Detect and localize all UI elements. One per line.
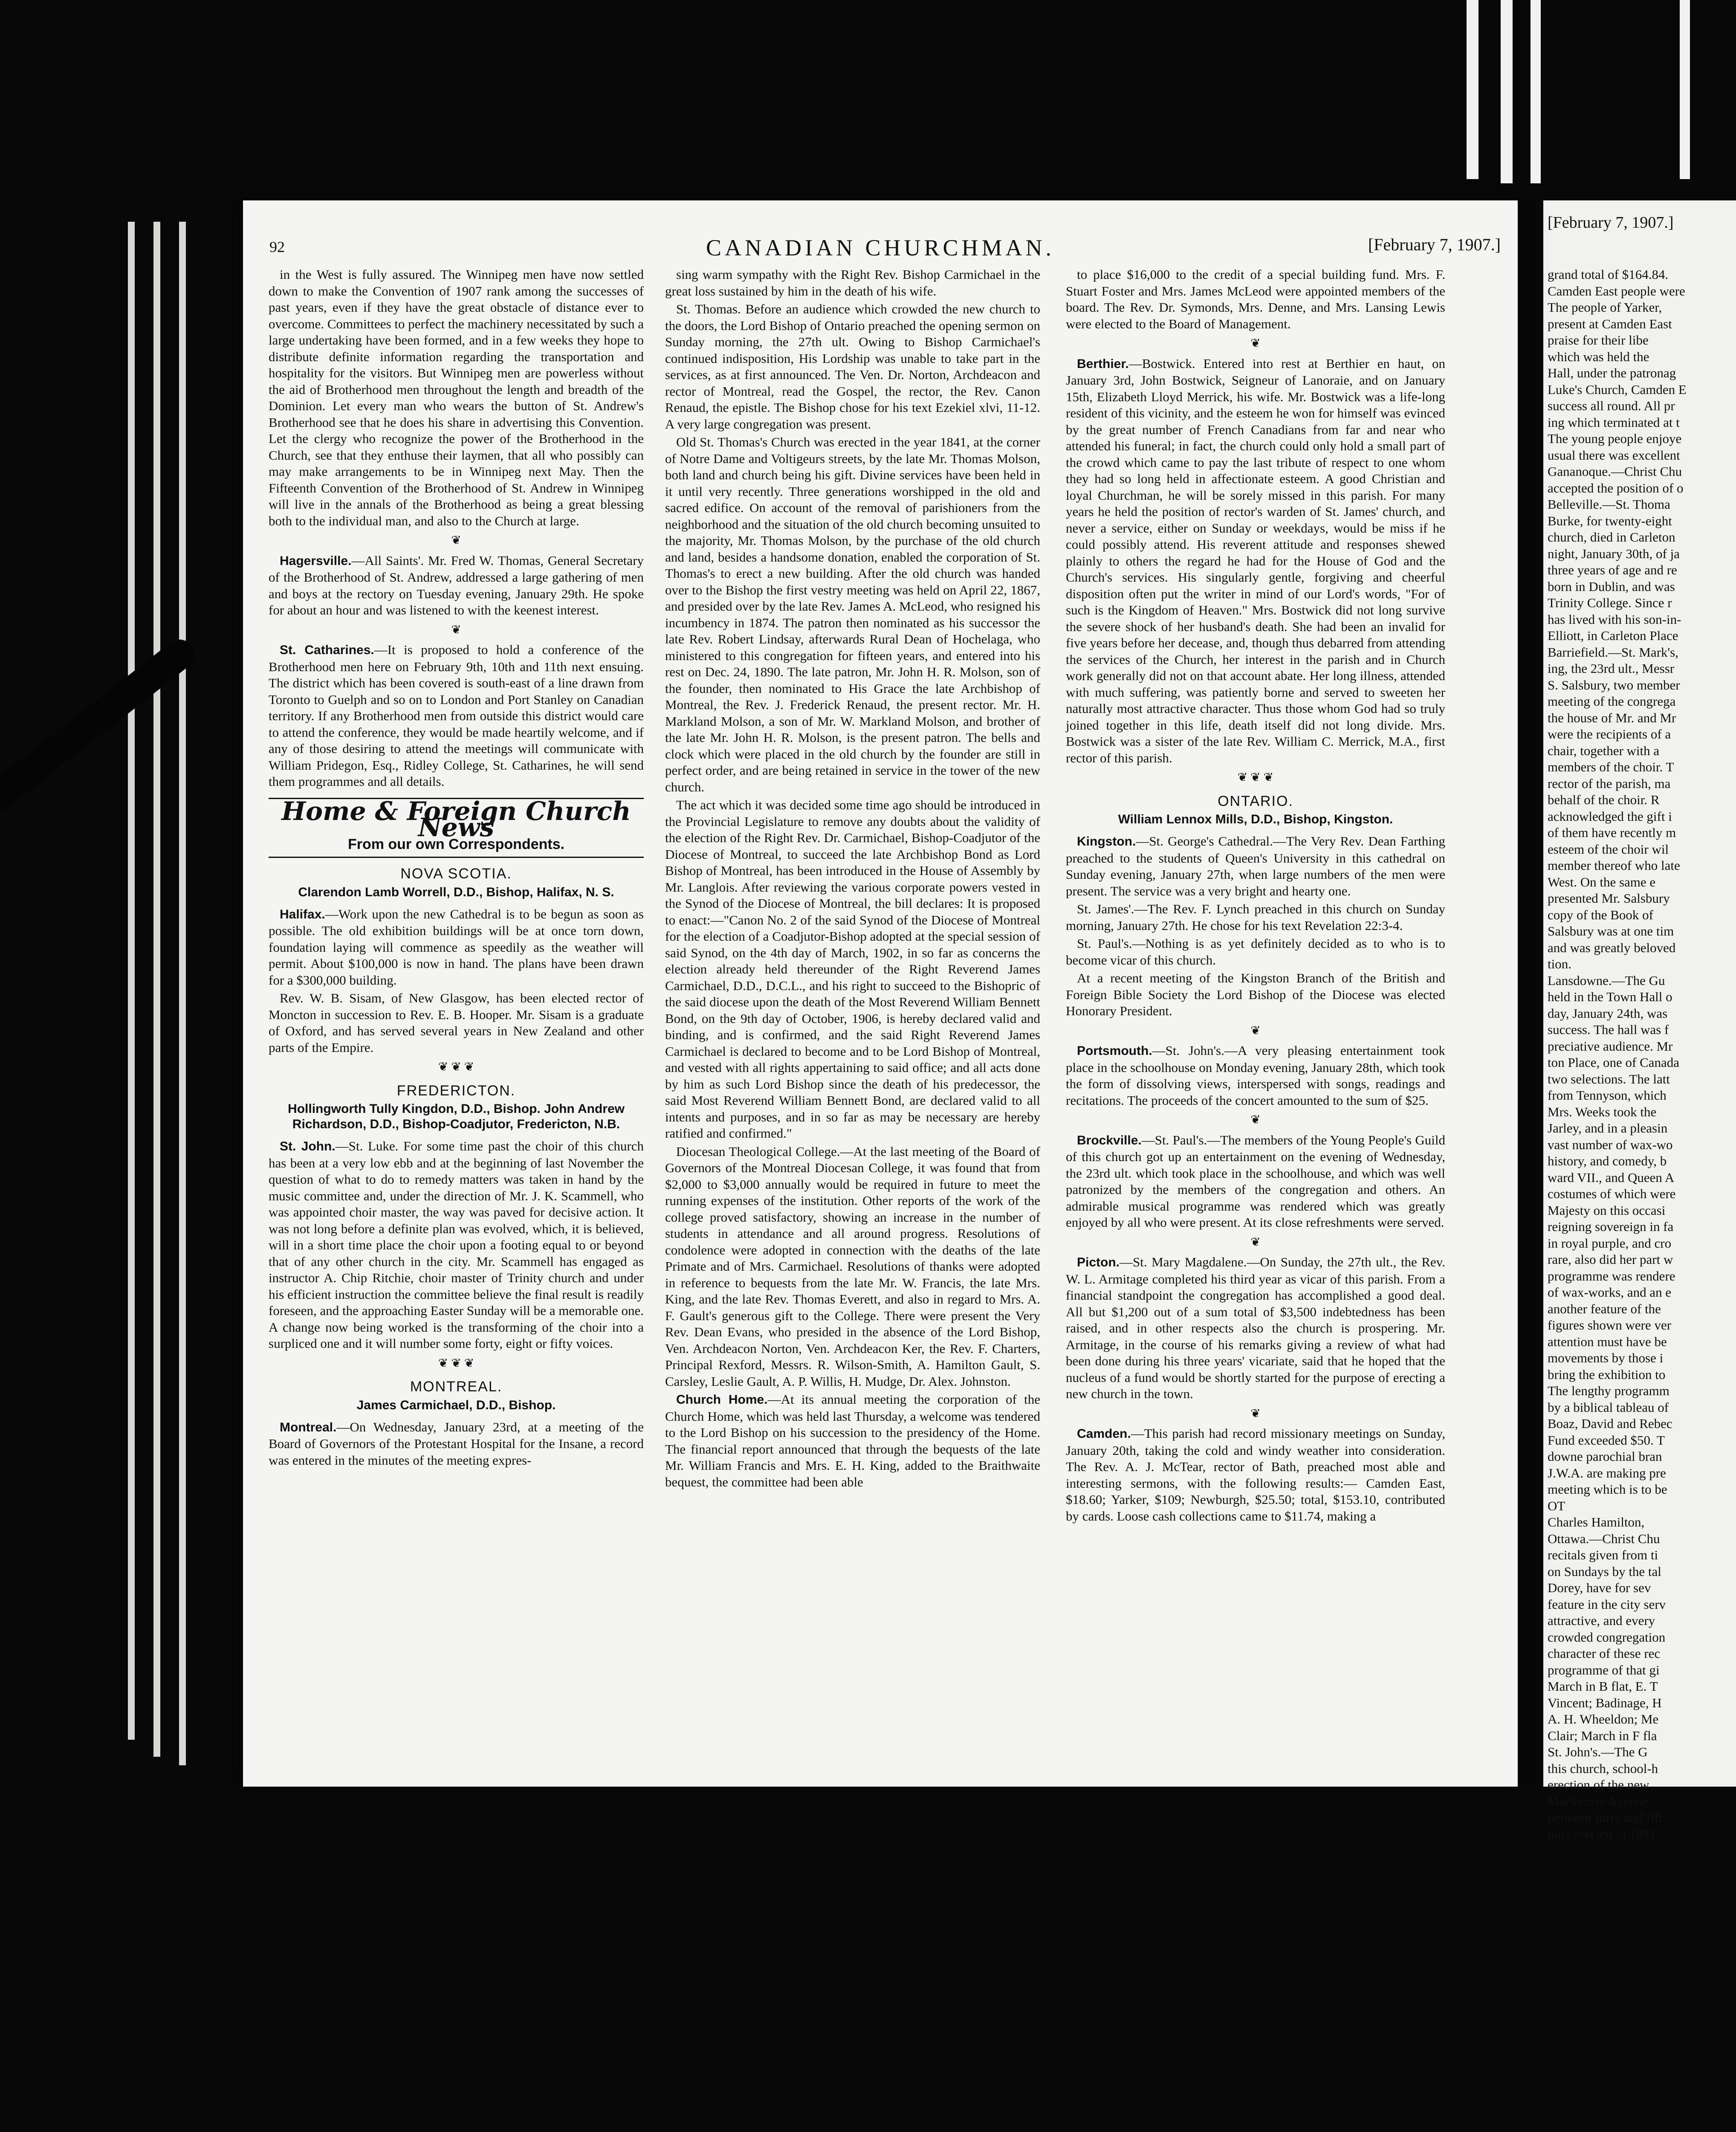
church-home-text: —At its annual meeting the corporation of the Church Home, which was held last Thursday, a welcome was tendered to the Lord Bishop on his succession to the presidency of the Home. The financial report announced that through the bequests of the late Mr. William Francis and Mrs. E. H. King, added to the Braithwaite bequest, the committee had been able bbox=[665, 1392, 1040, 1489]
adjacent-page-line: character of these rec bbox=[1548, 1646, 1661, 1661]
kingston-item-4: At a recent meeting of the Kingston Branch of the British and Foreign Bible Society the Lord Bishop of the Diocese was elected Honorary President. bbox=[1066, 970, 1445, 1018]
adjacent-page-line: has lived with his son-in- bbox=[1548, 611, 1681, 627]
adjacent-page-line: church, died in Carleton bbox=[1548, 530, 1675, 545]
bishop-nova-scotia: Clarendon Lamb Worrell, D.D., Bishop, Halifax, N. S. bbox=[298, 885, 614, 899]
diocese-ontario: ONTARIO. bbox=[1218, 793, 1293, 809]
adjacent-page-line: meeting of the congrega bbox=[1548, 694, 1676, 709]
portsmouth-item bbox=[1066, 1043, 1445, 1109]
brockville-item bbox=[1066, 1132, 1445, 1231]
adjacent-page-line: usual there was excellent bbox=[1548, 447, 1680, 463]
binding-stripe-4 bbox=[1680, 0, 1690, 179]
stcath-text: —It is proposed to hold a conference of the Brotherhood men here on February 9th, 10th and 11th next ensuing. The district which has been covered is south-east of a line drawn from Toronto to Guelph and so on to London and Port Stanley on Canadian territory. If any Brotherhood men from outside this district would care to attend the conference, they would be made heartily welcome, and if any of those desiring to attend the meetings will communicate with William Pridegon, Esq., Ridley College, St. Catharines, he will send them programmes and all details. bbox=[269, 642, 644, 789]
church-home-heading: Church Home. bbox=[676, 1393, 768, 1407]
adjacent-page-line: Charles Hamilton, bbox=[1548, 1515, 1645, 1529]
adjacent-page-line: Luke's Church, Camden E bbox=[1548, 382, 1687, 397]
adjacent-page-line: ward VII., and Queen A bbox=[1548, 1170, 1675, 1185]
hagersville-heading: Hagersville. bbox=[280, 553, 352, 568]
adjacent-page-line: ing, the 23rd ult., Messr bbox=[1548, 661, 1675, 676]
adjacent-page-line: only erected in 1891. bbox=[1548, 1826, 1659, 1842]
kingston-item-3: St. Paul's.—Nothing is as yet definitely decided as to who is to become vicar of this church. bbox=[1066, 936, 1445, 968]
adjacent-page-line: between forty and fift bbox=[1548, 1810, 1663, 1825]
adjacent-page-line: Dorey, have for sev bbox=[1548, 1580, 1651, 1595]
adjacent-page-line: tion. bbox=[1548, 956, 1571, 971]
adjacent-page-line: J.W.A. are making pre bbox=[1548, 1465, 1666, 1480]
column-1 bbox=[269, 266, 644, 1470]
hagersville-item bbox=[269, 553, 644, 619]
adjacent-page-line: Vincent; Badinage, H bbox=[1548, 1695, 1662, 1710]
adjacent-page-line: this church, school-h bbox=[1548, 1761, 1658, 1776]
binding-stripe-1 bbox=[1467, 0, 1478, 179]
camden-item bbox=[1066, 1425, 1445, 1524]
adjacent-page-line: the house of Mr. and Mr bbox=[1548, 710, 1676, 725]
adjacent-page-line: success. The hall was f bbox=[1548, 1022, 1669, 1037]
ornament-divider: ❦ bbox=[1250, 1235, 1261, 1249]
adjacent-page-line: born in Dublin, and was bbox=[1548, 579, 1675, 594]
adjacent-page-line: West. On the same e bbox=[1548, 874, 1656, 889]
section-banner bbox=[269, 798, 644, 858]
adjacent-page-line: The lengthy programm bbox=[1548, 1383, 1669, 1398]
col2-paragraph-4: The act which it was decided some time ago should be introduced in the Provincial Legislature to remove any doubts about the validity of the election of the Right Rev. Dr. Carmichael, Bishop-Coadjutor of the Diocese of Montreal, to succeed the late Archbishop Bond as Lord Bishop of Montreal, has been introduced in the House of Assembly by Mr. Langlois. After reviewing the various corporate powers vested in the Synod of the Diocese of Montreal, the bill declares: It is proposed to enact:—"Canon No. 2 of the said Synod of the Diocese of Montreal for the election of a Coadjutor-Bishop adopted at the special session of said Synod, on the 4th day of March, 1902, in so far as concerns the election already held thereunder of the Right Reverend James Carmichael, D.D., D.C.L., and his right to succeed to the Bishopric of the said diocese upon the death of the Most Reverend William Bennett Bond, on the 9th day of October, 1906, is hereby declared valid and binding, and is confirmed, and the said Right Reverend James Carmichael is declared to become and to be Lord Bishop of Montreal, and vested with all rights appertaining to said office; and all acts done by him as such Lord Bishop since the death of his predecessor, the said Most Reverend William Bennett Bond, are declared valid to all intents and purposes, and in so far as may be necessary are hereby ratified and confirmed." bbox=[665, 797, 1040, 1141]
hagersville-text: —All Saints'. Mr. Fred W. Thomas, General Secretary of the Brotherhood of St. Andrew, addressed a large gathering of men and boys at the rectory on Tuesday evening, January 29th. He spoke for about an hour and was listened to with the keenest interest. bbox=[269, 553, 644, 617]
adjacent-page-line: reigning sovereign in fa bbox=[1548, 1219, 1674, 1234]
berthier-heading: Berthier. bbox=[1077, 356, 1129, 371]
brockville-text: —St. Paul's.—The members of the Young People's Guild of this church got up an entertainment on the evening of Wednesday, the 23rd ult. which took place in the schoolhouse, and which was well patronized by the members of the congregation and others. An admirable musical programme was rendered which was greatly enjoyed by all who were present. At its close refreshments were served. bbox=[1066, 1132, 1445, 1230]
adjacent-page-line: St. John's.—The G bbox=[1548, 1744, 1648, 1759]
banner-subtitle: From our own Correspondents. bbox=[347, 836, 565, 852]
adjacent-page-line: Jarley, and in a pleasin bbox=[1548, 1121, 1668, 1136]
adjacent-page-line: March in B flat, E. T bbox=[1548, 1679, 1658, 1694]
diocese-fredericton: FREDERICTON. bbox=[396, 1082, 516, 1099]
adjacent-page-line: three years of age and re bbox=[1548, 562, 1677, 577]
kingston-heading: Kingston. bbox=[1077, 834, 1136, 849]
adjacent-page-line: crowded congregation bbox=[1548, 1629, 1666, 1645]
adjacent-page-line: downe parochial bran bbox=[1548, 1449, 1662, 1464]
adjacent-page-line: Ottawa.—Christ Chu bbox=[1548, 1531, 1660, 1546]
adjacent-page-line: movements by those i bbox=[1548, 1350, 1664, 1365]
adjacent-page-line: Barriefield.—St. Mark's, bbox=[1548, 644, 1678, 660]
picton-heading: Picton. bbox=[1077, 1255, 1120, 1269]
adjacent-page-line: history, and comedy, b bbox=[1548, 1153, 1667, 1168]
adjacent-page bbox=[1543, 200, 1736, 1842]
halifax-item bbox=[269, 906, 644, 989]
adjacent-page-line: Belleville.—St. Thoma bbox=[1548, 497, 1670, 512]
adjacent-page-line: OT bbox=[1548, 1498, 1565, 1513]
adjacent-page-line: ton Place, one of Canada bbox=[1548, 1055, 1680, 1070]
adjacent-page-line: meeting which is to be bbox=[1548, 1482, 1667, 1497]
adjacent-page-line: rare, also did her part w bbox=[1548, 1252, 1673, 1267]
bishop-montreal: James Carmichael, D.D., Bishop. bbox=[356, 1398, 556, 1412]
adjacent-page-line: programme was rendere bbox=[1548, 1268, 1675, 1283]
bishop-fredericton: Hollingworth Tully Kingdon, D.D., Bishop. John Andrew Richardson, D.D., Bishop-Coadjutor, Fredericton, N.B. bbox=[288, 1102, 625, 1131]
adjacent-page-line: copy of the Book of bbox=[1548, 907, 1653, 922]
col2-paragraph-5: Diocesan Theological College.—At the last meeting of the Board of Governors of the Montreal Diocesan College, it was found that from $2,000 to $3,000 annually would be required in future to meet the running expenses of the institution. Other reports of the work of the college proved satisfactory, showing an increase in the number of students in attendance and all around progress. Resolutions of condolence were adopted in connection with the deaths of the late Primate and of Mrs. Carmichael. Resolutions of thanks were adopted in reference to bequests from the late Mr. W. Francis, the late Mrs. King, and the late Rev. Thomas Everett, and also in regard to Mrs. A. F. Gault's generous gift to the College. There were present the Very Rev. Dean Evans, who presided in the absence of the Lord Bishop, Ven. Archdeacon Norton, Ven. Archdeacon Ker, the Rev. F. Charters, Principal Rexford, Messrs. R. Wilson-Smith, A. Hamilton Gault, S. Carsley, Leslie Gault, A. P. Willis, H. Mudge, Dr. Alex. Johnston. bbox=[665, 1144, 1040, 1389]
newspaper-page bbox=[243, 200, 1518, 1787]
adjacent-page-line: Salsbury was at one tim bbox=[1548, 924, 1674, 939]
kingston-item-2: St. James'.—The Rev. F. Lynch preached in this church on Sunday morning, January 27th. He chose for his text Revelation 22:3-4. bbox=[1066, 901, 1445, 933]
adjacent-page-line: programme of that gi bbox=[1548, 1662, 1660, 1677]
adjacent-page-column bbox=[1548, 266, 1727, 1842]
adjacent-page-line: Gananoque.—Christ Chu bbox=[1548, 464, 1682, 479]
kingston-item bbox=[1066, 833, 1445, 899]
stcath-heading: St. Catharines. bbox=[280, 643, 374, 657]
adjacent-page-line: costumes of which were bbox=[1548, 1186, 1676, 1201]
adjacent-page-line: accepted the position of o bbox=[1548, 480, 1684, 495]
adjacent-page-line: and was greatly beloved bbox=[1548, 940, 1676, 955]
adjacent-page-line: ing which terminated at t bbox=[1548, 414, 1680, 430]
adjacent-page-line: bring the exhibition to bbox=[1548, 1367, 1666, 1382]
stjohn-text: —St. Luke. For some time past the choir of this church has been at a very low ebb and at the beginning of last November the question of what to do to remedy matters was taken in hand by the music committee and, under the direction of Mr. J. K. Scammell, who was appointed choir master, the way was paved for decisive action. It was not long before a definite plan was evolved, which, it is believed, will in a short time place the choir upon a footing equal to or beyond that of any other church in the city. Mr. Scammell has engaged as instructor A. Chip Ritchie, choir master of Trinity church and under his efficient instruction the committee believe the final result is readily foreseen, and the approaching Easter Sunday will be a memorable one. A change now being worked is the transforming of the choir into a surpliced one and it will number some forty, eight or fifty voices. bbox=[269, 1138, 644, 1351]
adjacent-page-line: acknowledged the gift i bbox=[1548, 808, 1672, 824]
adjacent-page-line: chair, together with a bbox=[1548, 743, 1660, 758]
brockville-heading: Brockville. bbox=[1077, 1133, 1142, 1147]
adjacent-page-line: vast number of wax-wo bbox=[1548, 1137, 1673, 1152]
binding-stripe-2 bbox=[1501, 0, 1513, 183]
intro-paragraph: in the West is fully assured. The Winnipeg men have now settled down to make the Convention of 1907 rank among the successes of past years, even if they have the great obstacle of distance ever to overcome. Committees to perfect the machinery necessitated by such a large undertaking have been formed, and in a few weeks they hope to distribute definite information regarding the transportation and hospitality for the visitors. But Winnipeg men are powerless without the aid of Brotherhood men throughout the length and breadth of the Dominion. Let every man who wears the button of St. Andrew's Brotherhood see that he does his share in advertising this Convention. Let the clergy who recognize the power of the Brotherhood in the Church, see that they enthuse their laymen, that all who possibly can may make arrangements to be in Winnipeg next May. Then the Fifteenth Convention of the Brotherhood of St. Andrew in Winnipeg will live in the annals of the Brotherhood as being a great blessing both to the individual man, and also to the Church at large. bbox=[269, 267, 644, 528]
adjacent-page-line: Hall, under the patronag bbox=[1548, 365, 1676, 380]
adjacent-page-line: Trinity College. Since r bbox=[1548, 595, 1672, 610]
adjacent-page-line: Lansdowne.—The Gu bbox=[1548, 973, 1665, 988]
picton-item bbox=[1066, 1254, 1445, 1402]
adjacent-page-line: Camden East people were bbox=[1548, 283, 1685, 298]
adjacent-page-line: recitals given from ti bbox=[1548, 1547, 1658, 1562]
bishop-ontario: William Lennox Mills, D.D., Bishop, Kingston. bbox=[1118, 812, 1393, 826]
halifax-item-2: Rev. W. B. Sisam, of New Glasgow, has been elected rector of Moncton in succession to Rev. E. B. Hooper. Mr. Sisam is a graduate of Oxford, and has served several years in New Zealand and other parts of the Empire. bbox=[269, 991, 644, 1055]
col2-paragraph-2: St. Thomas. Before an audience which crowded the new church to the doors, the Lord Bishop of Ontario preached the opening sermon on Sunday morning, the 27th ult. Owing to Bishop Carmichael's continued indisposition, His Lordship was unable to take part in the services, as at first announced. The Ven. Dr. Norton, Archdeacon and rector of Montreal, read the Gospel, the rector, the Rev. Canon Renaud, the epistle. The Bishop chose for his text Ezekiel xlvi, 11-12. A very large congregation was present. bbox=[665, 301, 1040, 432]
adjacent-page-line: behalf of the choir. R bbox=[1548, 792, 1660, 807]
masthead: CANADIAN CHURCHMAN. bbox=[706, 235, 1055, 261]
ornament-divider: ❦ ❦ ❦ bbox=[438, 1356, 475, 1370]
header-date: [February 7, 1907.] bbox=[1368, 235, 1501, 254]
camden-text: —This parish had record missionary meetings on Sunday, January 20th, taking the cold and windy weather into consideration. The Rev. A. J. McTear, rector of Bath, preached most able and interesting sermons, with the following results:— Camden East, $18.60; Yarker, $109; Newburgh, $25.50; total, $153.10, contributed by cards. Loose cash collections came to $11.74, making a bbox=[1066, 1426, 1445, 1524]
column-2 bbox=[665, 266, 1040, 1492]
page-number: 92 bbox=[269, 238, 285, 255]
page-edge-left-3 bbox=[179, 222, 186, 1765]
adjacent-page-line: S. Salsbury, two member bbox=[1548, 677, 1680, 692]
ornament-divider: ❦ bbox=[1250, 1024, 1261, 1037]
portsmouth-heading: Portsmouth. bbox=[1077, 1044, 1152, 1058]
adjacent-page-line: Clair; March in F fla bbox=[1548, 1728, 1657, 1743]
adjacent-page-line: by a biblical tableau of bbox=[1548, 1399, 1669, 1415]
stjohn-item bbox=[269, 1138, 644, 1352]
adjacent-page-line: another feature of the bbox=[1548, 1301, 1661, 1316]
adjacent-page-line: Mrs. Weeks took the bbox=[1548, 1104, 1657, 1119]
ornament-divider: ❦ bbox=[1250, 1407, 1261, 1420]
col2-paragraph-3: Old St. Thomas's Church was erected in the year 1841, at the corner of Notre Dame and Voltigeurs streets, by the late Mr. Thomas Molson, both land and church being his gift. Divine services have been held in it until very recently. Three generations worshipped in the old and sacred edifice. On account of the removal of parishioners from the neighborhood and the situation of the old church becoming unsuited to the majority, Mr. Thomas Molson, by the purchase of the old church and land, besides a handsome donation, enabled the corporation of St. Thomas's to erect a new building. After the old church was handed over to the Bishop the first vestry meeting was held on April 22, 1867, and presided over by the late Rev. James A. McLeod, who resigned his incumbency in 1874. The patron then nominated as his successor the late Rev. Robert Lindsay, afterwards Rural Dean of Hochelaga, who ministered to this congregation for fifteen years, and entered into his rest on Dec. 24, 1890. The late patron, Mr. John H. R. Molson, son of the founder, then nominated to His Grace the late Archbishop of Montreal, the Rev. J. Frederick Renaud, the present rector. Mr. H. Markland Molson, a son of Mr. W. Markland Molson, and brother of the late Mr. John H. R. Molson, is the present patron. The bells and clock which were placed in the old church by the founder are still in perfect order, and are being retained in service in the tower of the new church. bbox=[665, 435, 1040, 794]
adjacent-page-line: rector of the parish, ma bbox=[1548, 776, 1671, 791]
adjacent-page-line: held in the Town Hall o bbox=[1548, 989, 1672, 1004]
adjacent-page-line: were the recipients of a bbox=[1548, 727, 1671, 742]
montreal-item bbox=[269, 1419, 644, 1469]
binding-stripe-3 bbox=[1531, 0, 1541, 183]
adjacent-page-line: presented Mr. Salsbury bbox=[1548, 891, 1670, 906]
halifax-text: —Work upon the new Cathedral is to be begun as soon as possible. The old exhibition buildings will be at once torn down, foundation laying will commence as speedily as the weather will permit. About $100,000 is now in hand. The plans have been drawn for a $300,000 building. bbox=[269, 906, 644, 988]
diocese-montreal: MONTREAL. bbox=[410, 1379, 503, 1395]
adjacent-page-line: The people of Yarker, bbox=[1548, 300, 1662, 315]
page-edge-left-2 bbox=[153, 222, 160, 1757]
adjacent-page-date: [February 7, 1907.] bbox=[1548, 214, 1674, 232]
berthier-item bbox=[1066, 356, 1445, 767]
ornament-divider: ❦ bbox=[1250, 337, 1261, 350]
adjacent-page-line: of them have recently m bbox=[1548, 825, 1676, 840]
ornament-divider: ❦ bbox=[451, 623, 461, 637]
picton-text: —St. Mary Magdalene.—On Sunday, the 27th ult., the Rev. W. L. Armitage completed his third year as vicar of this parish. From a financial standpoint the congregation has accomplished a good deal. All but $1,200 out of a sum total of $3,500 indebtedness has been raised, and in other respects also the church is prospering. Mr. Armitage, in the course of his remarks giving a review of what had been done during his three years' vicariate, said that he hoped that the nucleus of a fund would be shortly started for the purpose of erecting a new church in the town. bbox=[1066, 1254, 1445, 1401]
adjacent-page-line: which was held the bbox=[1548, 349, 1649, 364]
adjacent-page-line: attention must have be bbox=[1548, 1334, 1667, 1349]
ornament-divider: ❦ bbox=[451, 534, 461, 547]
diocese-nova-scotia: NOVA SCOTIA. bbox=[400, 866, 512, 882]
adjacent-page-line: present at Camden East bbox=[1548, 316, 1672, 331]
adjacent-page-line: A. H. Wheeldon; Me bbox=[1548, 1712, 1659, 1726]
adjacent-page-line: Boaz, David and Rebec bbox=[1548, 1416, 1672, 1431]
adjacent-page-line: Majesty on this occasi bbox=[1548, 1202, 1666, 1218]
adjacent-page-line: members of the choir. T bbox=[1548, 759, 1674, 774]
col2-paragraph-1: sing warm sympathy with the Right Rev. Bishop Carmichael in the great loss sustained by him in the death of his wife. bbox=[665, 267, 1040, 298]
montreal-text: —On Wednesday, January 23rd, at a meeting of the Board of Governors of the Protestant Hospital for the Insane, a record was entered in the minutes of the meeting expres- bbox=[269, 1419, 644, 1468]
stjohn-heading: St. John. bbox=[280, 1139, 336, 1153]
col3-paragraph-1: to place $16,000 to the credit of a special building fund. Mrs. F. Stuart Foster and Mrs. James McLeod were appointed members of the board. The Rev. Dr. Symonds, Mrs. Denne, and Mrs. Lansing Lewis were elected to the Board of Management. bbox=[1066, 267, 1445, 331]
montreal-heading: Montreal. bbox=[280, 1420, 337, 1434]
ornament-divider: ❦ bbox=[1250, 1113, 1261, 1127]
adjacent-page-line: preciative audience. Mr bbox=[1548, 1038, 1673, 1054]
kingston-text: —St. George's Cathedral.—The Very Rev. Dean Farthing preached to the students of Queen's University in this cathedral on Sunday evening, January 27th, when large numbers of the men were present. The service was a very bright and hearty one. bbox=[1066, 834, 1445, 898]
adjacent-page-line: day, January 24th, was bbox=[1548, 1005, 1668, 1021]
adjacent-page-line: erection of the new bbox=[1548, 1777, 1649, 1792]
adjacent-page-line: in royal purple, and cro bbox=[1548, 1235, 1672, 1251]
berthier-text: —Bostwick. Entered into rest at Berthier en haut, on January 3rd, John Bostwick, Seigneur of Lanoraie, and on January 15th, Elizabeth Lloyd Merrick, his wife. Mr. Bostwick was a life-long resident of this vicinity, and the esteem he won for himself was evinced by the great number of French Canadians from far and near who attended his funeral; in fact, the church could only hold a small part of the crowd which came to pay the last tribute of respect to one whom they had so long held in affectionate esteem. A good Christian and loyal Churchman, he will be sorely missed in this parish. For many years he held the position of rector's warden of St. James' church, and never a service, either on Sunday or weekdays, would be miss if he could possibly attend. His reverent attitude and responses shewed plainly to others the regard he had for the House of God and the Church's services. His singularly gentle, forgiving and cheerful disposition often put the writer in mind of our Lord's words, "For of such is the Kingdom of Heaven." Mrs. Bostwick did not long survive the severe shock of her husband's death. She had been an invalid for five years before her decease, and, though thus debarred from attending the services of the Church, her interest in the parish and in Church work generally did not on that account abate. Her long illness, attended with much suffering, was patiently borne and served to sweeten her naturally most attractive character. Thus those whom God had so truly joined together in this life, death itself did not long divide. Mrs. Bostwick was a sister of the late Rev. William C. Merrick, M.A., first rector of this parish. bbox=[1066, 356, 1445, 765]
adjacent-page-line: success all round. All pr bbox=[1548, 398, 1675, 413]
adjacent-page-line: night, January 30th, of ja bbox=[1548, 546, 1680, 561]
adjacent-page-line: on Sundays by the tal bbox=[1548, 1564, 1661, 1579]
adjacent-page-line: figures shown were ver bbox=[1548, 1318, 1672, 1332]
column-3 bbox=[1066, 266, 1445, 1526]
adjacent-page-line: member thereof who late bbox=[1548, 858, 1680, 873]
adjacent-page-line: The young people enjoye bbox=[1548, 431, 1682, 446]
banner-title: Home & Foreign Church News bbox=[281, 796, 631, 843]
halifax-heading: Halifax. bbox=[280, 907, 325, 921]
portsmouth-text: —St. John's.—A very pleasing entertainment took place in the schoolhouse on Monday evening, January 28th, which took the form of dissolving views, interspersed with songs, readings and recitations. The proceeds of the concert amounted to the sum of $25. bbox=[1066, 1043, 1445, 1108]
adjacent-page-line: from Tennyson, which bbox=[1548, 1088, 1667, 1103]
camden-heading: Camden. bbox=[1077, 1427, 1131, 1441]
adjacent-page-line: Burke, for twenty-eight bbox=[1548, 513, 1672, 528]
adjacent-page-line: feature in the city serv bbox=[1548, 1596, 1666, 1612]
adjacent-page-line: praise for their libe bbox=[1548, 333, 1649, 348]
adjacent-page-line: attractive, and every bbox=[1548, 1613, 1655, 1628]
ornament-divider: ❦ ❦ ❦ bbox=[438, 1060, 475, 1074]
adjacent-page-line: Mackenzie Avenue. bbox=[1548, 1793, 1652, 1809]
adjacent-page-line: Elliott, in Carleton Place bbox=[1548, 628, 1678, 643]
adjacent-page-line: Fund exceeded $50. T bbox=[1548, 1432, 1665, 1448]
adjacent-page-line: esteem of the choir wil bbox=[1548, 841, 1669, 857]
adjacent-page-line: two selections. The latt bbox=[1548, 1071, 1670, 1086]
adjacent-page-line: of wax-works, and an e bbox=[1548, 1285, 1672, 1300]
stcath-item bbox=[269, 642, 644, 790]
ornament-divider: ❦ ❦ ❦ bbox=[1237, 771, 1274, 784]
adjacent-page-line: grand total of $164.84. bbox=[1548, 267, 1669, 282]
page-header bbox=[243, 235, 1518, 264]
church-home-item bbox=[665, 1391, 1040, 1490]
page-edge-left bbox=[128, 222, 135, 1740]
